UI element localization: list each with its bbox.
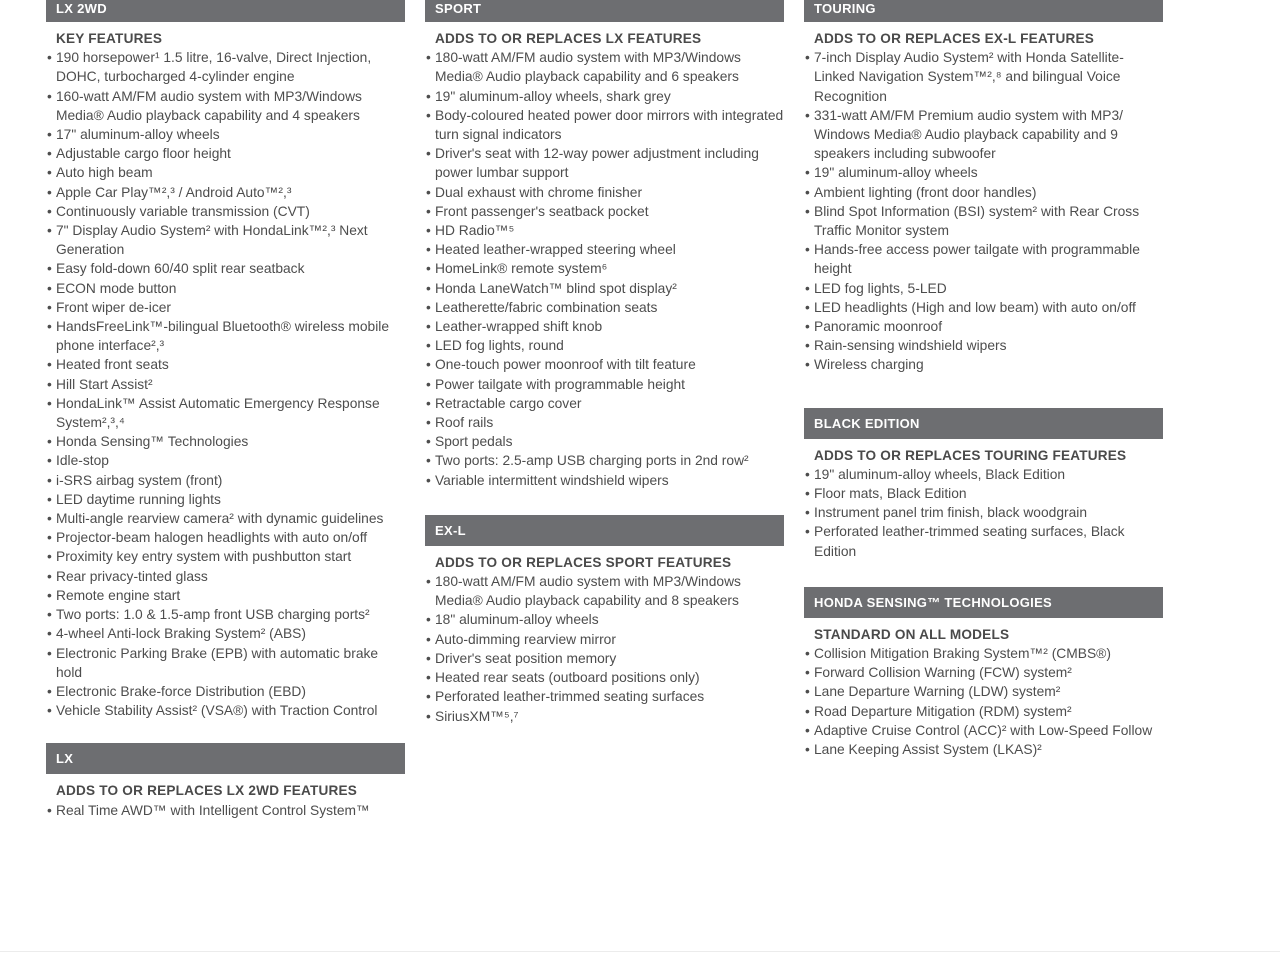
feature-list [804, 465, 1163, 561]
feature-item: • 19" aluminum-alloy wheels [814, 163, 1163, 182]
feature-item: • Rear privacy-tinted glass [56, 567, 405, 586]
feature-item: • i-SRS airbag system (front) [56, 471, 405, 490]
feature-list [804, 48, 1163, 374]
feature-item: • 160-watt AM/FM audio system with MP3/Windows Media® Audio playback capability and 4 speakers [56, 87, 405, 125]
feature-item: • Rain-sensing windshield wipers [814, 336, 1163, 355]
feature-item: • Instrument panel trim finish, black woodgrain [814, 503, 1163, 522]
feature-item: • Continuously variable transmission (CVT) [56, 202, 405, 221]
feature-item: • Honda Sensing™ Technologies [56, 432, 405, 451]
feature-item: • Remote engine start [56, 586, 405, 605]
feature-item: • 17" aluminum-alloy wheels [56, 125, 405, 144]
feature-item: • Heated leather-wrapped steering wheel [435, 240, 784, 259]
section-header: TOURING [804, 0, 1163, 22]
feature-item: • 19" aluminum-alloy wheels, Black Edition [814, 465, 1163, 484]
feature-item: • Body-coloured heated power door mirrors with integrated turn signal indicators [435, 106, 784, 144]
section-subhead: ADDS TO OR REPLACES SPORT FEATURES [435, 554, 732, 570]
feature-item: • HomeLink® remote system⁶ [435, 259, 784, 278]
feature-item: • Apple Car Play™²,³ / Android Auto™²,³ [56, 183, 405, 202]
feature-item: • Electronic Brake-force Distribution (EBD) [56, 682, 405, 701]
feature-item: • Projector-beam halogen headlights with auto on/off [56, 528, 405, 547]
feature-item: • Front passenger's seatback pocket [435, 202, 784, 221]
feature-item: • 19" aluminum-alloy wheels, shark grey [435, 87, 784, 106]
feature-item: • Leather-wrapped shift knob [435, 317, 784, 336]
feature-item: • Idle-stop [56, 451, 405, 470]
feature-item: • Auto-dimming rearview mirror [435, 630, 784, 649]
feature-item: • Adjustable cargo floor height [56, 144, 405, 163]
feature-item: • 190 horsepower¹ 1.5 litre, 16-valve, Direct Injection, DOHC, turbocharged 4-cylinder engine [56, 48, 405, 86]
feature-item: • Perforated leather-trimmed seating surfaces [435, 687, 784, 706]
feature-list [46, 48, 405, 720]
feature-item: • Two ports: 2.5-amp USB charging ports in 2nd row² [435, 451, 784, 470]
feature-item: • Retractable cargo cover [435, 394, 784, 413]
feature-item: • Perforated leather-trimmed seating surfaces, Black Edition [814, 522, 1163, 560]
feature-list [425, 48, 784, 490]
section-header: HONDA SENSING™ TECHNOLOGIES [804, 587, 1163, 618]
feature-item: • One-touch power moonroof with tilt feature [435, 355, 784, 374]
feature-item: • Real Time AWD™ with Intelligent Control System™ [56, 801, 405, 820]
section-subhead: ADDS TO OR REPLACES TOURING FEATURES [814, 447, 1127, 463]
feature-list [804, 644, 1163, 759]
feature-item: • Power tailgate with programmable height [435, 375, 784, 394]
feature-item: • LED fog lights, 5-LED [814, 279, 1163, 298]
feature-item: • 7-inch Display Audio System² with Honda Satellite-Linked Navigation System™²,⁸ and bilingual Voice Recognition [814, 48, 1163, 106]
feature-item: • Hill Start Assist² [56, 375, 405, 394]
feature-item: • HondaLink™ Assist Automatic Emergency Response System²,³,⁴ [56, 394, 405, 432]
section-header: LX [46, 743, 405, 774]
feature-item: • Proximity key entry system with pushbutton start [56, 547, 405, 566]
feature-item: • Hands-free access power tailgate with programmable height [814, 240, 1163, 278]
feature-item: • Lane Departure Warning (LDW) system² [814, 682, 1163, 701]
feature-item: • 18" aluminum-alloy wheels [435, 610, 784, 629]
feature-item: • LED fog lights, round [435, 336, 784, 355]
section-subhead: ADDS TO OR REPLACES EX-L FEATURES [814, 31, 1095, 46]
feature-item: • Driver's seat position memory [435, 649, 784, 668]
feature-list [425, 572, 784, 726]
feature-item: • 4-wheel Anti-lock Braking System² (ABS) [56, 624, 405, 643]
section-subhead: STANDARD ON ALL MODELS [814, 626, 1010, 642]
feature-item: • Easy fold-down 60/40 split rear seatback [56, 259, 405, 278]
feature-item: • Collision Mitigation Braking System™² (CMBS®) [814, 644, 1163, 663]
section-subhead: ADDS TO OR REPLACES LX 2WD FEATURES [56, 783, 358, 799]
feature-item: • Heated rear seats (outboard positions only) [435, 668, 784, 687]
section-honda-sensing [804, 587, 1163, 759]
feature-list [46, 801, 405, 820]
feature-item: • Two ports: 1.0 & 1.5-amp front USB charging ports² [56, 605, 405, 624]
feature-item: • Honda LaneWatch™ blind spot display² [435, 279, 784, 298]
section-touring [804, 0, 1163, 375]
section-header: LX 2WD [46, 0, 405, 22]
feature-item: • 331-watt AM/FM Premium audio system with MP3/ Windows Media® Audio playback capability and 9 speakers including subwoofer [814, 106, 1163, 164]
feature-item: • Adaptive Cruise Control (ACC)² with Low-Speed Follow [814, 721, 1163, 740]
feature-item: • Blind Spot Information (BSI) system² with Rear Cross Traffic Monitor system [814, 202, 1163, 240]
feature-item: • Driver's seat with 12-way power adjustment including power lumbar support [435, 144, 784, 182]
feature-item: • Sport pedals [435, 432, 784, 451]
feature-item: • 180-watt AM/FM audio system with MP3/Windows Media® Audio playback capability and 6 speakers [435, 48, 784, 86]
feature-item: • Ambient lighting (front door handles) [814, 183, 1163, 202]
feature-item: • Lane Keeping Assist System (LKAS)² [814, 740, 1163, 759]
feature-item: • HandsFreeLink™-bilingual Bluetooth® wireless mobile phone interface²,³ [56, 317, 405, 355]
feature-item: • Vehicle Stability Assist² (VSA®) with Traction Control [56, 701, 405, 720]
feature-item: • Floor mats, Black Edition [814, 484, 1163, 503]
feature-item: • Forward Collision Warning (FCW) system² [814, 663, 1163, 682]
section-header: SPORT [425, 0, 784, 22]
feature-item: • Heated front seats [56, 355, 405, 374]
feature-item: • Variable intermittent windshield wipers [435, 471, 784, 490]
feature-item: • ECON mode button [56, 279, 405, 298]
page-divider [0, 951, 1280, 952]
feature-item: • SiriusXM™⁵,⁷ [435, 707, 784, 726]
feature-item: • Multi-angle rearview camera² with dynamic guidelines [56, 509, 405, 528]
feature-item: • Wireless charging [814, 355, 1163, 374]
feature-item: • LED headlights (High and low beam) with auto on/off [814, 298, 1163, 317]
feature-item: • LED daytime running lights [56, 490, 405, 509]
feature-item: • 7" Display Audio System² with HondaLink™²,³ Next Generation [56, 221, 405, 259]
feature-item: • Front wiper de-icer [56, 298, 405, 317]
section-lx [46, 743, 405, 819]
feature-item: • Auto high beam [56, 163, 405, 182]
feature-item: • Panoramic moonroof [814, 317, 1163, 336]
feature-item: • 180-watt AM/FM audio system with MP3/Windows Media® Audio playback capability and 8 speakers [435, 572, 784, 610]
section-black-edition [804, 408, 1163, 561]
feature-item: • Road Departure Mitigation (RDM) system² [814, 702, 1163, 721]
column-1 [46, 0, 405, 820]
section-header: BLACK EDITION [804, 408, 1163, 439]
section-subhead: ADDS TO OR REPLACES LX FEATURES [435, 31, 702, 46]
feature-item: • Roof rails [435, 413, 784, 432]
feature-item: • Dual exhaust with chrome finisher [435, 183, 784, 202]
section-subhead: KEY FEATURES [56, 31, 163, 46]
column-2 [425, 0, 784, 726]
section-lx-2wd [46, 0, 405, 720]
feature-item: • HD Radio™⁵ [435, 221, 784, 240]
column-3 [804, 0, 1163, 759]
section-sport [425, 0, 784, 490]
section-ex-l [425, 515, 784, 726]
feature-item: • Leatherette/fabric combination seats [435, 298, 784, 317]
section-header: EX-L [425, 515, 784, 546]
feature-item: • Electronic Parking Brake (EPB) with automatic brake hold [56, 644, 405, 682]
